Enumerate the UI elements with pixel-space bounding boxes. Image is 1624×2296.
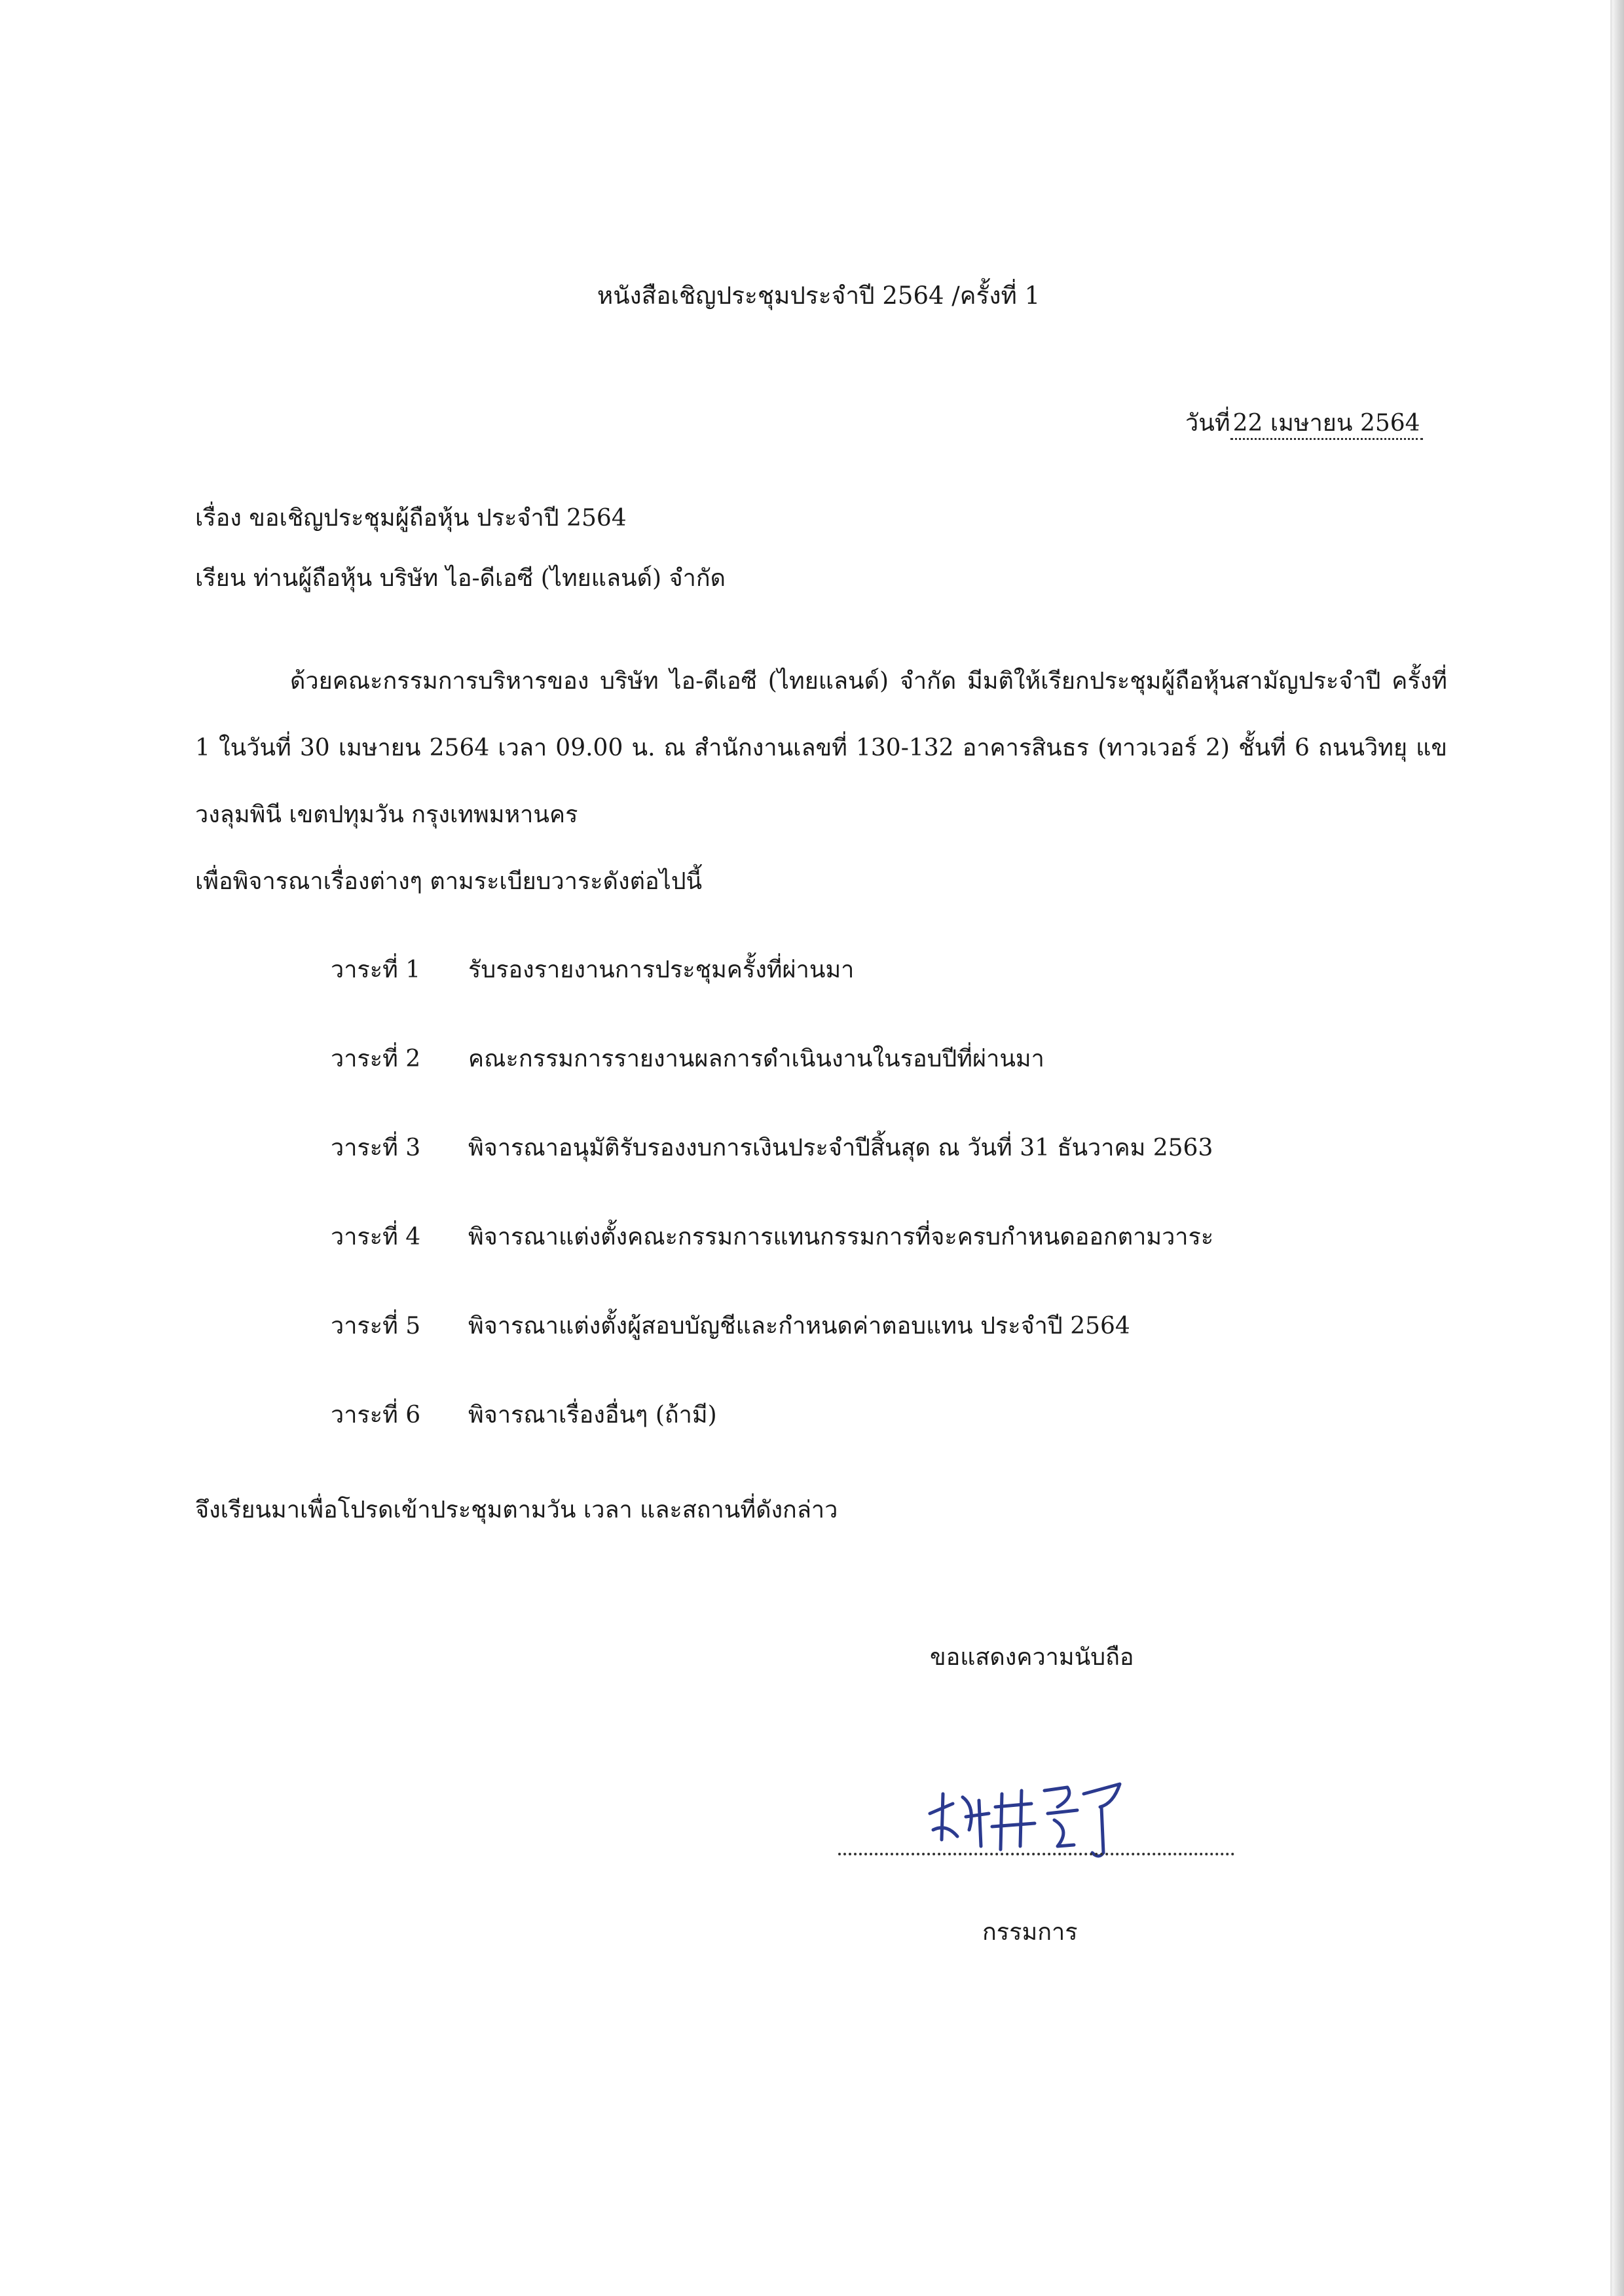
subject-line: เรื่อง ขอเชิญประชุมผู้ถือหุ้น ประจำปี 2564 [195, 505, 627, 532]
date-line [1185, 409, 1423, 437]
date-value: 22 เมษายน 2564 [1230, 410, 1423, 440]
regards-line: ขอแสดงความนับถือ [930, 1644, 1134, 1671]
signer-position: กรรมการ [982, 1919, 1078, 1946]
agenda-label: วาระที่ 5 [331, 1313, 421, 1339]
recipient-line: เรียน ท่านผู้ถือหุ้น บริษัท ไอ-ดีเอซี (ไทยแลนด์) จำกัด [195, 565, 726, 592]
signature-scribble [917, 1768, 1139, 1866]
document-title: หนังสือเชิญประชุมประจำปี 2564 /ครั้งที่ 1 [597, 282, 1041, 310]
agenda-item [331, 1401, 1213, 1490]
agenda-text: พิจารณาแต่งตั้งผู้สอบบัญชีและกำหนดค่าตอบแทน ประจำปี 2564 [468, 1313, 1130, 1339]
agenda-label: วาระที่ 1 [331, 957, 421, 983]
agenda-text: พิจารณาเรื่องอื่นๆ (ถ้ามี) [468, 1402, 717, 1429]
agenda-text: รับรองรายงานการประชุมครั้งที่ผ่านมา [468, 957, 855, 983]
agenda-item [331, 956, 1213, 1045]
signature-line [838, 1853, 1234, 1855]
date-prefix: วันที่ [1185, 410, 1230, 437]
agenda-text: คณะกรรมการรายงานผลการดำเนินงานในรอบปีที่ผ่านมา [468, 1046, 1044, 1072]
agenda-text: พิจารณาแต่งตั้งคณะกรรมการแทนกรรมการที่จะครบกำหนดออกตามวาระ [468, 1224, 1214, 1250]
body-paragraph: ด้วยคณะกรรมการบริหารของ บริษัท ไอ-ดีเอซี (ไทยแลนด์) จำกัด มีมติให้เรียกประชุมผู้ถือหุ้นสามัญประจำปี ครั้งที่ 1 ในวันที่ 30 เมษายน 2564 เวลา 09.00 น. ณ สำนักงานเลขที่ 130-132 อาคารสินธร (ทาวเวอร์ 2) ชั้นที่ 6 ถนนวิทยุ แขวงลุมพินี เขตปทุมวัน กรุงเทพมหานคร [195, 668, 1447, 828]
agenda-label: วาระที่ 3 [331, 1135, 421, 1161]
scan-edge-shadow [1612, 0, 1624, 2296]
agenda-intro: เพื่อพิจารณาเรื่องต่างๆ ตามระเบียบวาระดังต่อไปนี้ [195, 868, 703, 895]
closing-line: จึงเรียนมาเพื่อโปรดเข้าประชุมตามวัน เวลา และสถานที่ดังกล่าว [195, 1497, 838, 1523]
agenda-item [331, 1045, 1213, 1134]
agenda-label: วาระที่ 2 [331, 1046, 421, 1072]
agenda-item [331, 1134, 1213, 1223]
agenda-list [331, 956, 1213, 1490]
agenda-item [331, 1312, 1213, 1401]
agenda-text: พิจารณาอนุมัติรับรองงบการเงินประจำปีสิ้นสุด ณ วันที่ 31 ธันวาคม 2563 [468, 1135, 1213, 1161]
agenda-label: วาระที่ 4 [331, 1224, 421, 1250]
agenda-item [331, 1223, 1213, 1312]
agenda-label: วาระที่ 6 [331, 1402, 421, 1429]
